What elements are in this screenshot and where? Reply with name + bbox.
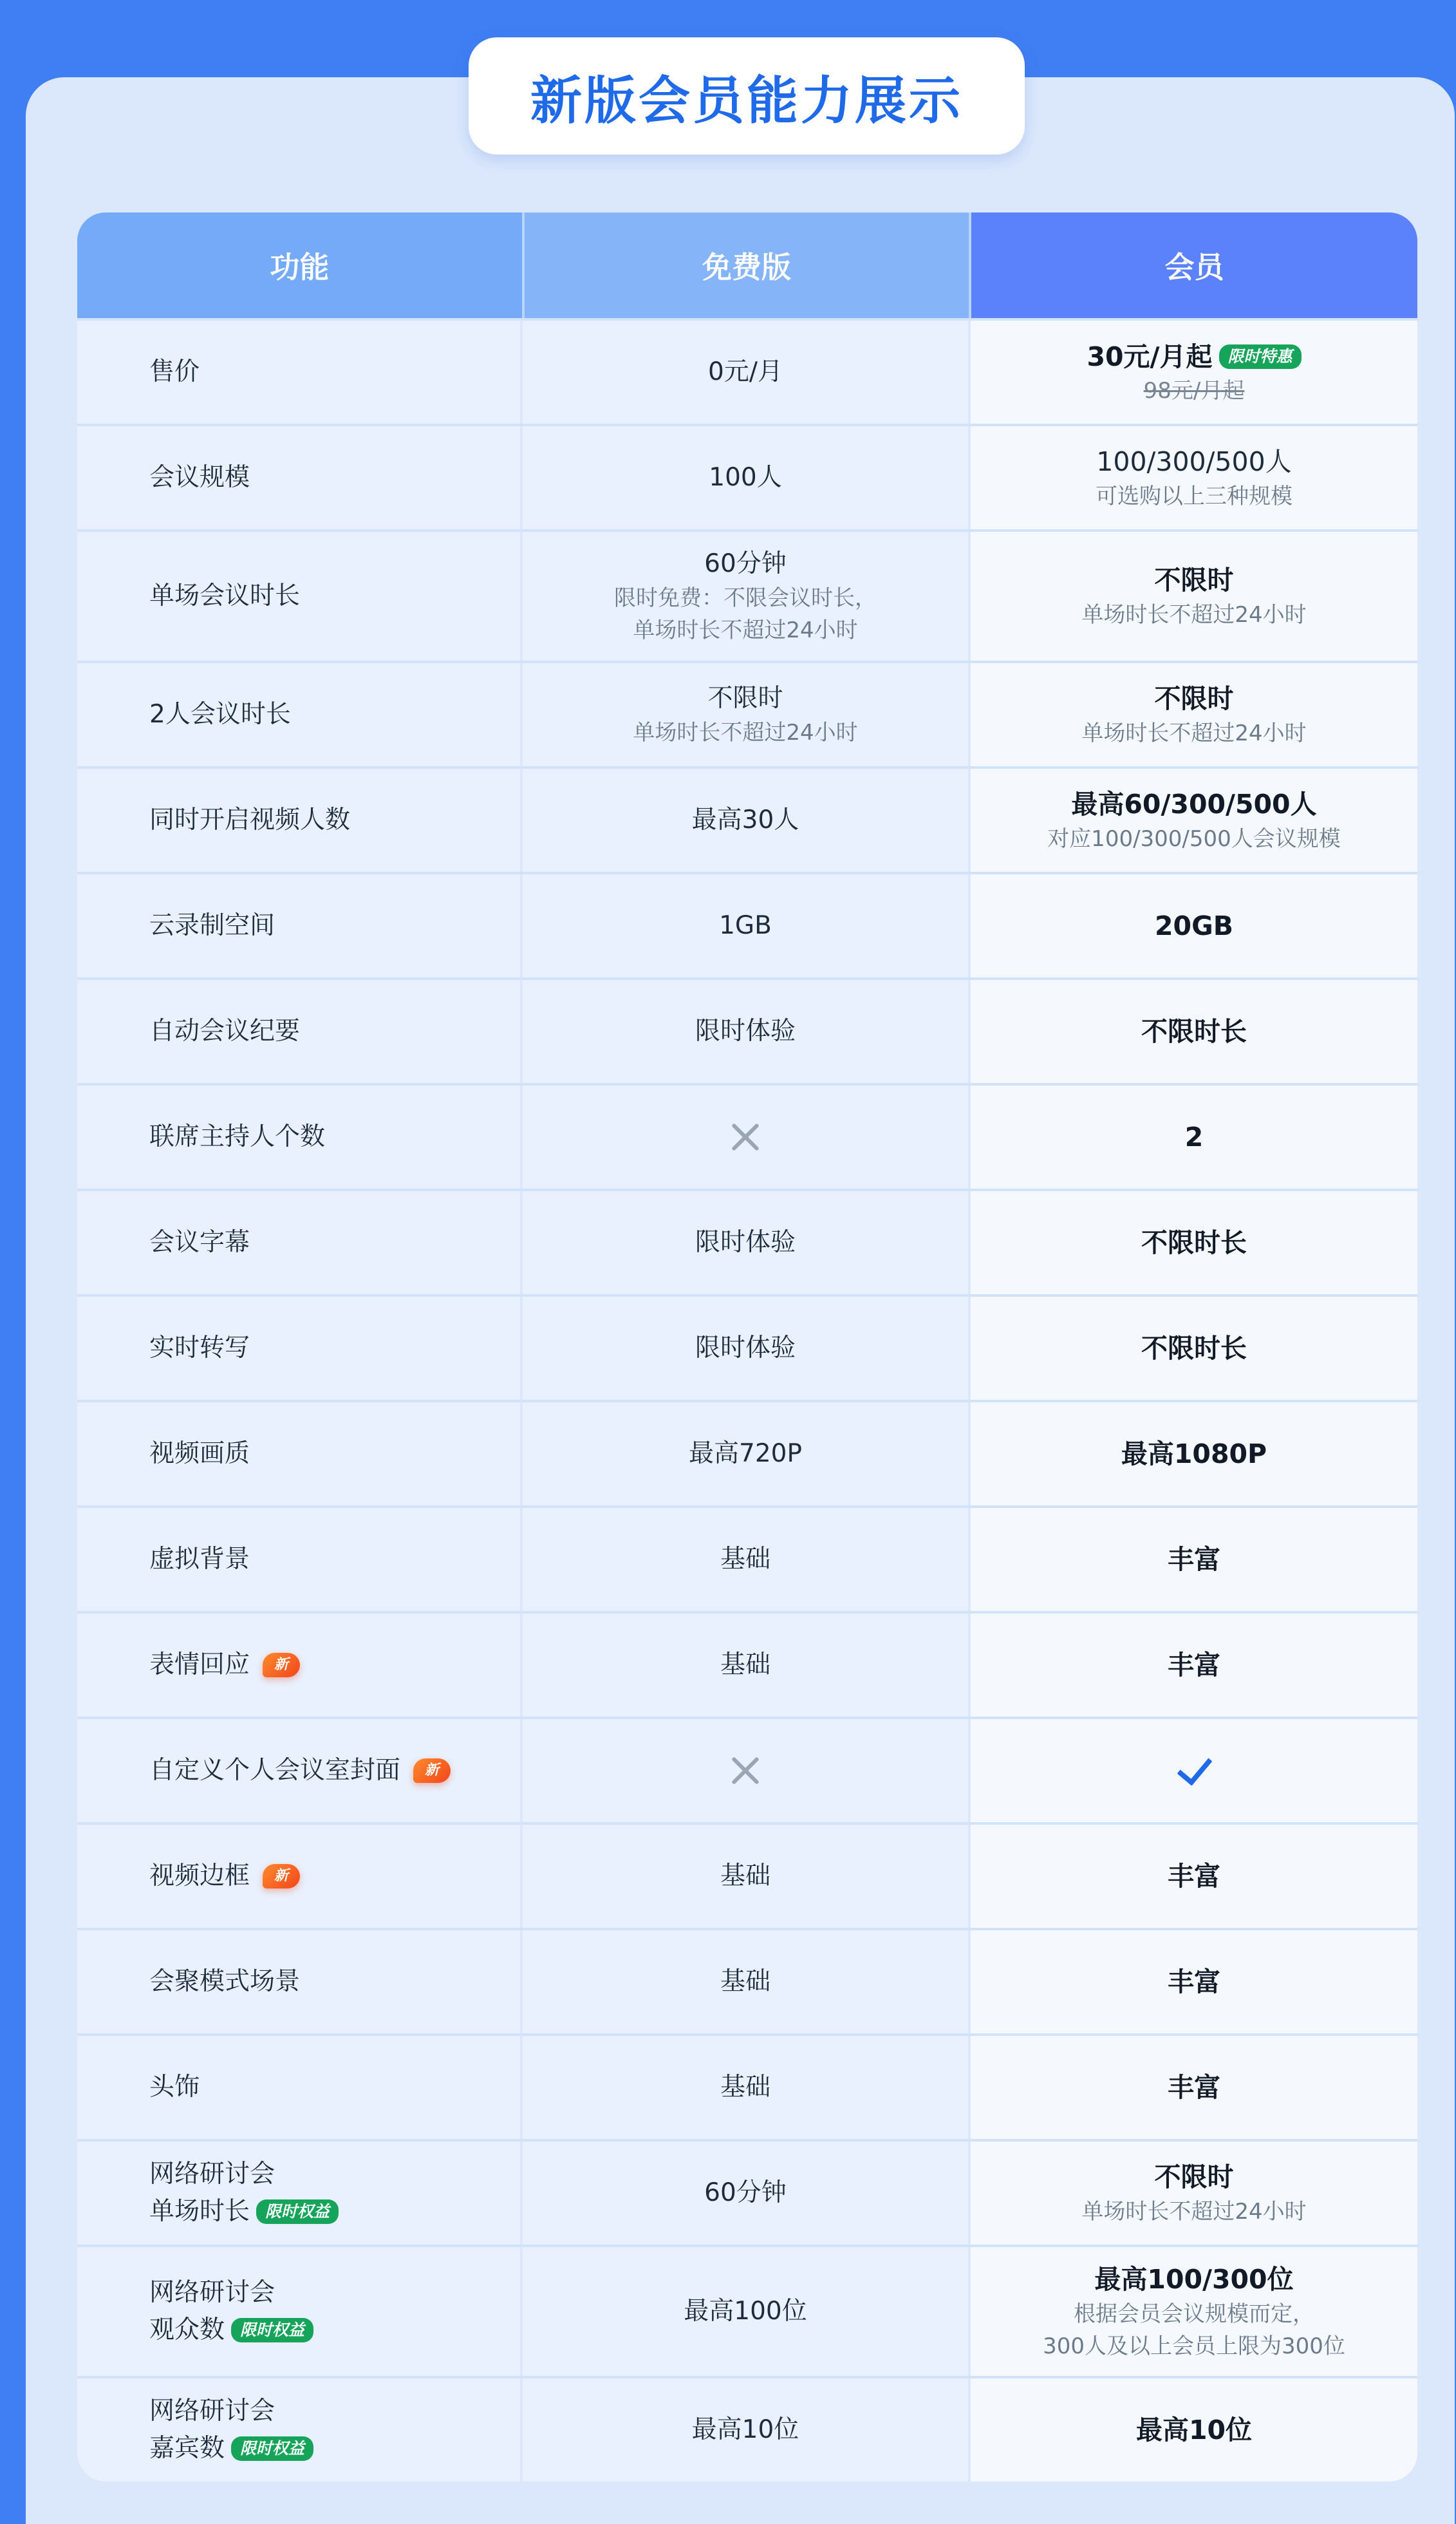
new-badge: 新: [263, 1653, 300, 1677]
member-note: 单场时长不超过24小时: [1081, 2199, 1307, 2225]
table-row: [77, 1083, 1417, 1189]
free-value: 最高720P: [689, 1439, 802, 1468]
free-value: 最高30人: [691, 805, 799, 834]
table-row: [77, 2139, 1417, 2245]
limited-badge: 限时权益: [231, 2318, 313, 2342]
free-value: 最高10位: [691, 2415, 799, 2444]
feature-name: [149, 2274, 313, 2349]
feature-label: 单场时长: [149, 2197, 250, 2226]
feature-name: [149, 2393, 313, 2467]
member-value: 丰富: [1168, 1650, 1220, 1681]
feature-label-line2: [149, 2193, 339, 2230]
member-note: 单场时长不超过24小时: [1081, 602, 1307, 628]
feature-name: 同时开启视频人数: [149, 805, 351, 834]
table-row: [77, 2033, 1417, 2139]
member-value: [1087, 338, 1301, 375]
member-value: 不限时: [1154, 2161, 1234, 2192]
table-row: [77, 1294, 1417, 1400]
feature-name: 会议规模: [149, 463, 250, 492]
table-row: [77, 1928, 1417, 2033]
member-value: 最高60/300/500人: [1071, 789, 1317, 820]
limited-badge: 限时权益: [231, 2436, 313, 2461]
table-row: [77, 1400, 1417, 1505]
member-value: 2: [1184, 1122, 1204, 1153]
feature-label: 表情回应: [149, 1650, 250, 1679]
member-note: 300人及以上会员上限为300位: [1043, 2333, 1345, 2359]
table-row: [77, 766, 1417, 872]
free-value: 基础: [720, 1861, 770, 1890]
member-value: 不限时长: [1141, 1016, 1247, 1047]
free-value: 基础: [720, 1545, 770, 1574]
member-value: 丰富: [1168, 1544, 1220, 1575]
comparison-table: [77, 212, 1417, 2482]
table-row: [77, 1189, 1417, 1294]
free-value: 0元/月: [708, 357, 783, 386]
table-row: [77, 2245, 1417, 2376]
free-note: 单场时长不超过24小时: [633, 617, 858, 643]
table-row: [77, 872, 1417, 977]
feature-name: 虚拟背景: [149, 1545, 250, 1574]
feature-name: 单场会议时长: [149, 581, 301, 610]
free-value: 基础: [720, 1967, 770, 1996]
feature-name: 自动会议纪要: [149, 1017, 301, 1046]
promo-badge: 限时特惠: [1219, 344, 1302, 369]
feature-name: 视频画质: [149, 1439, 250, 1468]
free-value: 1GB: [719, 911, 772, 940]
feature-name: 实时转写: [149, 1333, 250, 1362]
member-note: 单场时长不超过24小时: [1081, 720, 1307, 746]
feature-name: 头饰: [149, 2073, 200, 2102]
member-value: 丰富: [1168, 1861, 1220, 1892]
free-value: 不限时: [707, 684, 783, 713]
check-icon: [1173, 1755, 1215, 1786]
feature-name: [149, 1753, 451, 1789]
table-row: [77, 318, 1417, 424]
free-value: 限时体验: [695, 1228, 796, 1257]
free-note: 单场时长不超过24小时: [633, 720, 858, 746]
table-row: [77, 2376, 1417, 2482]
feature-label: 嘉宾数: [149, 2434, 225, 2463]
feature-name: 售价: [149, 357, 200, 386]
table-row: [77, 1611, 1417, 1717]
feature-label-line2: [149, 2430, 313, 2467]
member-value: 丰富: [1168, 1966, 1220, 1997]
free-value: 限时体验: [695, 1333, 796, 1362]
title-pill: [469, 37, 1025, 155]
free-value: 最高100位: [684, 2297, 807, 2326]
free-value: 60分钟: [704, 2178, 787, 2207]
table-header: [77, 212, 1417, 318]
feature-name: 联席主持人个数: [149, 1122, 326, 1151]
feature-label: 网络研讨会: [149, 2397, 275, 2425]
table-row: [77, 424, 1417, 529]
member-note: 对应100/300/500人会议规模: [1047, 826, 1341, 852]
free-value: 基础: [720, 1650, 770, 1679]
header-feature: 功能: [77, 212, 525, 318]
member-value: 丰富: [1168, 2072, 1220, 2103]
member-value: 不限时长: [1141, 1227, 1247, 1258]
limited-badge: 限时权益: [256, 2199, 339, 2224]
original-price: 98元/月起: [1143, 378, 1245, 404]
member-value: 100/300/500人: [1096, 446, 1292, 477]
feature-name: 会聚模式场景: [149, 1967, 301, 1996]
feature-name: 云录制空间: [149, 911, 275, 940]
member-note: 可选购以上三种规模: [1096, 484, 1293, 509]
free-value: 基础: [720, 2073, 770, 2102]
page-title: 新版会员能力展示: [530, 70, 963, 131]
free-value: 限时体验: [695, 1017, 796, 1046]
feature-label: 自定义个人会议室封面: [149, 1756, 401, 1785]
feature-name: [149, 1647, 300, 1683]
free-value: 100人: [709, 463, 782, 492]
table-row: [77, 1717, 1417, 1822]
feature-name: [149, 2156, 339, 2230]
table-row: [77, 977, 1417, 1083]
x-icon: [729, 1754, 762, 1787]
feature-name: 2人会议时长: [149, 700, 291, 729]
feature-label: 视频边框: [149, 1861, 250, 1890]
new-badge: 新: [263, 1864, 300, 1888]
member-note: 根据会员会议规模而定，: [1074, 2301, 1314, 2327]
feature-label-line2: [149, 2312, 313, 2349]
header-free: 免费版: [525, 212, 972, 318]
header-member: 会员: [971, 212, 1417, 318]
feature-label: 观众数: [149, 2315, 225, 2344]
x-icon: [729, 1120, 762, 1154]
member-price: 30元/月起: [1087, 341, 1213, 372]
feature-label: 网络研讨会: [149, 2160, 275, 2189]
table-row: [77, 1505, 1417, 1611]
member-value: 最高10位: [1135, 2415, 1253, 2445]
free-note: 限时免费：不限会议时长，: [614, 585, 877, 611]
free-value: 60分钟: [704, 549, 787, 578]
new-badge: 新: [413, 1758, 451, 1783]
table-row: [77, 1822, 1417, 1928]
table-row: [77, 661, 1417, 766]
member-value: 不限时: [1154, 683, 1234, 714]
feature-label: 网络研讨会: [149, 2278, 275, 2307]
table-row: [77, 529, 1417, 661]
member-value: 20GB: [1155, 910, 1233, 941]
member-value: 最高100/300位: [1094, 2264, 1294, 2295]
feature-name: 会议字幕: [149, 1228, 250, 1257]
feature-name: [149, 1858, 300, 1894]
member-value: 不限时长: [1141, 1333, 1247, 1364]
member-value: 不限时: [1154, 565, 1234, 596]
member-value: 最高1080P: [1121, 1438, 1267, 1469]
